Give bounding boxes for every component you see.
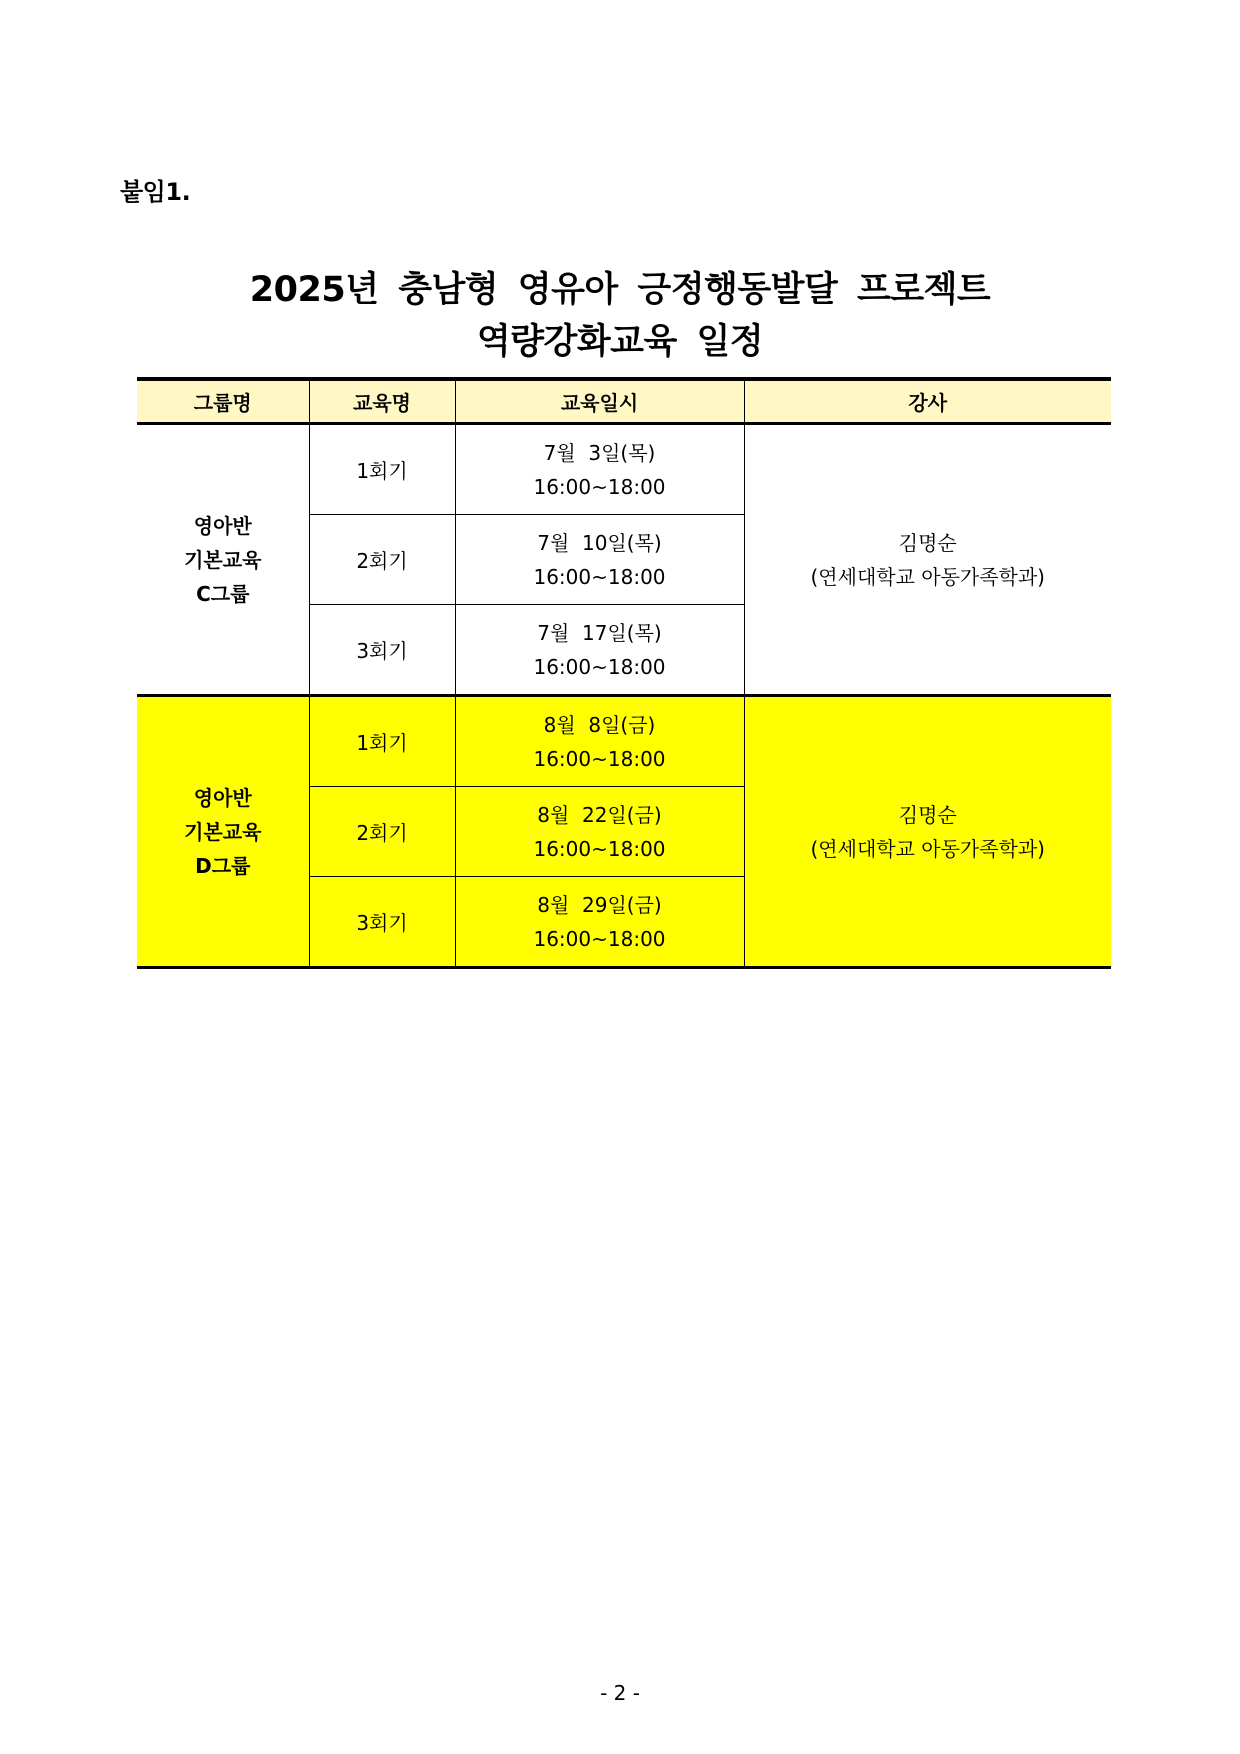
group-d-rows — [137, 696, 1111, 968]
session-time: 16:00~18:00 — [533, 654, 666, 679]
group-c-rows — [137, 424, 1111, 696]
session-date: 8월 8일(금) — [543, 712, 656, 737]
session-time: 16:00~18:00 — [533, 564, 666, 589]
header-course: 교육명 — [309, 379, 455, 424]
group-name-cell — [137, 696, 309, 968]
header-lecturer: 강사 — [744, 379, 1111, 424]
session-name: 3회기 — [309, 877, 455, 968]
table-row — [137, 696, 1111, 787]
session-name: 2회기 — [309, 787, 455, 877]
session-datetime — [455, 696, 744, 787]
session-name: 1회기 — [309, 696, 455, 787]
group-name-cell — [137, 424, 309, 696]
lecturer-affiliation: (연세대학교 아동가족학과) — [810, 564, 1045, 589]
schedule-table — [137, 377, 1111, 969]
session-name: 3회기 — [309, 605, 455, 696]
header-datetime: 교육일시 — [455, 379, 744, 424]
lecturer-name: 김명순 — [898, 802, 957, 827]
session-date: 7월 10일(목) — [537, 530, 662, 555]
document-title-line1: 2025년 충남형 영유아 긍정행동발달 프로젝트 — [249, 270, 991, 310]
lecturer-name: 김명순 — [898, 530, 957, 555]
group-name-line: D그룹 — [195, 853, 251, 878]
session-time: 16:00~18:00 — [533, 836, 666, 861]
lecturer-cell — [744, 696, 1111, 968]
lecturer-affiliation: (연세대학교 아동가족학과) — [810, 836, 1045, 861]
session-datetime — [455, 605, 744, 696]
group-name-line: 영아반 — [193, 513, 252, 538]
group-name-line: 영아반 — [193, 785, 252, 810]
table-header — [137, 379, 1111, 424]
session-time: 16:00~18:00 — [533, 474, 666, 499]
header-row — [137, 379, 1111, 424]
session-datetime — [455, 515, 744, 605]
session-name: 2회기 — [309, 515, 455, 605]
table-row — [137, 424, 1111, 515]
group-name-line: C그룹 — [196, 581, 250, 606]
session-date: 7월 17일(목) — [537, 620, 662, 645]
session-time: 16:00~18:00 — [533, 926, 666, 951]
lecturer-cell — [744, 424, 1111, 696]
attachment-label: 붙임1. — [120, 178, 191, 206]
session-datetime — [455, 877, 744, 968]
session-date: 7월 3일(목) — [543, 440, 656, 465]
session-date: 8월 22일(금) — [537, 802, 662, 827]
session-datetime — [455, 424, 744, 515]
document-title-line2: 역량강화교육 일정 — [476, 322, 764, 362]
header-group: 그룹명 — [137, 379, 309, 424]
group-name-line: 기본교육 — [184, 819, 262, 844]
group-name-line: 기본교육 — [184, 547, 262, 572]
session-date: 8월 29일(금) — [537, 892, 662, 917]
session-name: 1회기 — [309, 424, 455, 515]
page-number: - 2 - — [600, 1681, 640, 1705]
session-time: 16:00~18:00 — [533, 746, 666, 771]
session-datetime — [455, 787, 744, 877]
